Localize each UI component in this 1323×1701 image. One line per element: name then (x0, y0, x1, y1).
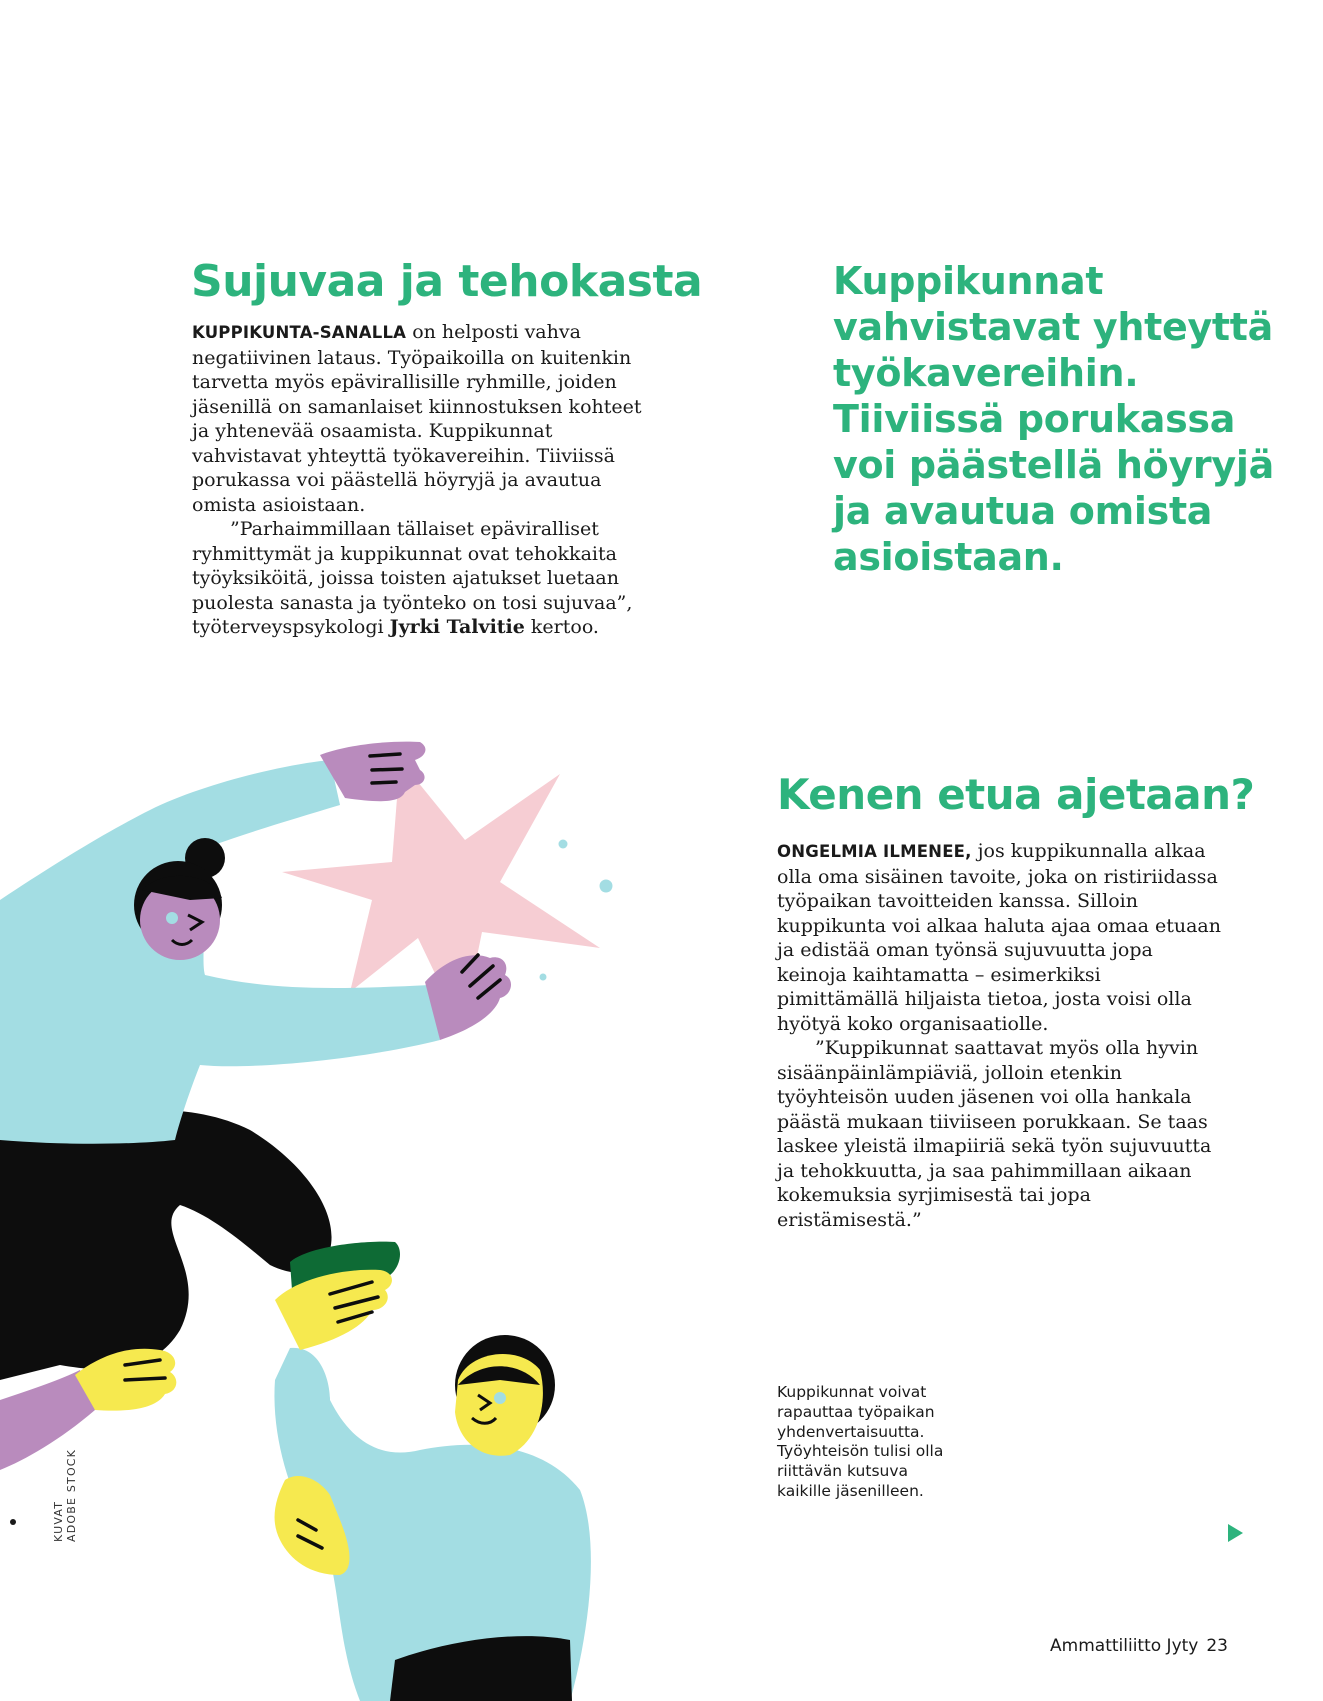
sparkle-dot (600, 880, 613, 893)
page-number: 23 (1206, 1636, 1228, 1656)
section1-paragraph-1 (192, 320, 642, 517)
section1-para1-text: on helposti vahva negatiivinen lataus. Työpaikoilla on kuitenkin tarvetta myös epävirallisille ryhmille, joiden jäsenillä on samanlaiset kiinnostuksen kohteet ja yhtenevää osaamista. Kuppikunnat vahvistavat yhteyttä työkavereihin. Tiiviissä porukassa voi päästellä höyryjä ja avautua omista asioistaan. (192, 321, 642, 516)
publication-name: Ammattiliitto Jyty (1050, 1636, 1199, 1656)
section2-paragraph-2: ”Kuppikunnat saattavat myös olla hyvin sisäänpäinlämpiäviä, jolloin etenkin työyhteisön uuden jäsenen voi olla hankala päästä mukaan tiiviiseen porukkaan. Se taas laskee yleistä ilmapiiriä sekä työn sujuvuutta ja tehokkuutta, ja saa pahimmillaan aikaan kokemuksia syrjimisestä tai jopa eristämisestä.” (777, 1037, 1212, 1231)
section2-paragraph-1 (777, 839, 1225, 1036)
photo-credit-line1: KUVAT (52, 1500, 65, 1542)
sparkle-dot (559, 840, 568, 849)
section1-para2-text: ”Parhaimmillaan tällaiset epäviralliset ryhmittymät ja kuppikunnat ovat tehokkaita työyksiköitä, joissa toisten ajatukset luetaan puolesta sanasta ja työnteko on tosi sujuvaa”, työterveyspsykologi (192, 518, 633, 638)
illustration (0, 730, 640, 1701)
section2-lead: ONGELMIA ILMENEE, (777, 842, 972, 861)
continue-arrow-icon (1228, 1524, 1243, 1542)
sparkle-dot (540, 974, 547, 981)
section1-paragraph-2 (192, 517, 642, 640)
upper-figure-legs (0, 1110, 332, 1380)
section1-para2-end: kertoo. (524, 616, 599, 638)
pull-quote: Kuppikunnat vahvistavat yhteyttä työkavereihin. Tiiviissä porukassa voi päästellä höyryjä ja avautua omista asioistaan. (833, 259, 1274, 579)
section1-lead: KUPPIKUNTA-SANALLA (192, 323, 407, 342)
section2-heading: Kenen etua ajetaan? (777, 770, 1255, 819)
section1-heading: Sujuvaa ja tehokasta (191, 256, 703, 307)
section2-body (777, 839, 1225, 1232)
image-caption: Kuppikunnat voivat rapauttaa työpaikan yhdenvertaisuutta. Työyhteisön tulisi olla riittävän kutsuva kaikille jäsenilleen. (777, 1383, 944, 1500)
section2-para1-text: jos kuppikunnalla alkaa olla oma sisäinen tavoite, joka on ristiriidassa työpaikan tavoitteiden kanssa. Silloin kuppikunta voi alkaa haluta ajaa omaa etuaan ja edistää oman työnsä sujuvuutta jopa keinoja kaihtamatta – esimerkiksi pimittämällä hiljaista tietoa, josta voisi olla hyötyä koko organisaatiolle. (777, 840, 1221, 1035)
interviewee-name: Jyrki Talvitie (389, 616, 525, 638)
page-footer (1050, 1636, 1228, 1656)
photo-credit-line2: ADOBE STOCK (65, 1448, 78, 1542)
section1-body (192, 320, 642, 640)
